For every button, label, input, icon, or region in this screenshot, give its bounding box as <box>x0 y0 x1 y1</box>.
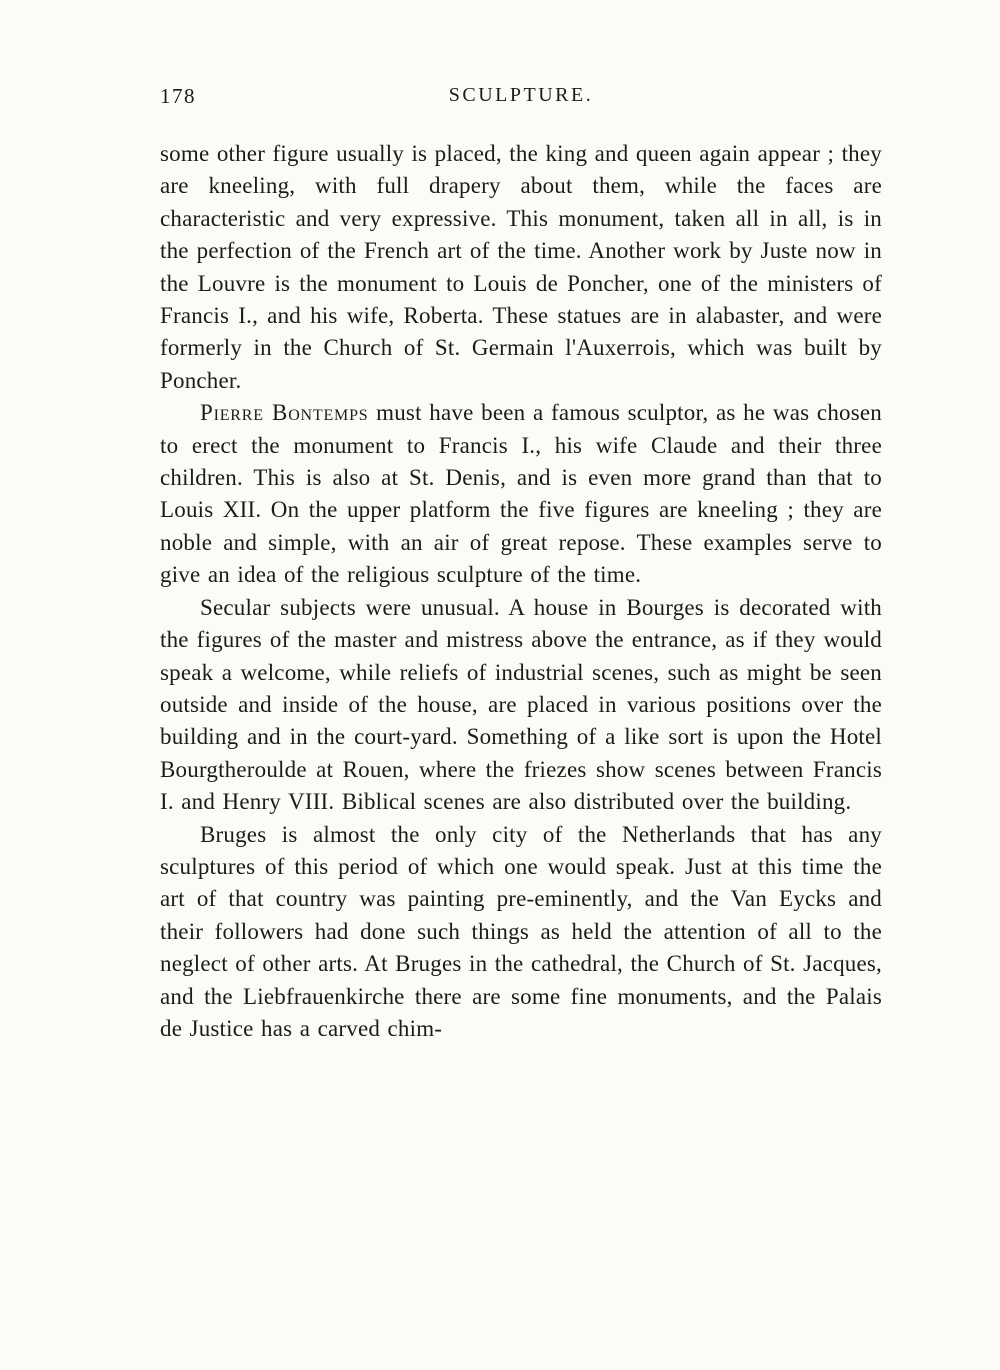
paragraph-text: Secular subjects were unusual. A house in Bourges is decorated with the figures of the master and mistress above the entrance, as if they would speak a welcome, while reliefs of industrial scenes, such as might be seen outside and inside of the house, are placed in various positions over the building and in the court-yard. Something of a like sort is upon the Hotel Bourgtheroulde at Rouen, where the friezes show scenes between Francis I. and Henry VIII. Biblical scenes are also distributed over the building. <box>160 594 882 815</box>
page-number: 178 <box>160 84 196 108</box>
page-header <box>160 84 882 114</box>
paragraph-text: must have been a famous sculptor, as he was chosen to erect the monument to Francis I., his wife Claude and their three children. This is also at St. Denis, and is even more grand than that to Louis XII. On the upper platform the five figures are kneeling ; they are noble and simple, with an air of great repose. These examples serve to give an idea of the religious sculpture of the time. <box>160 400 883 588</box>
paragraph-continuation <box>160 138 882 397</box>
smallcaps-name: Pierre Bontemps <box>200 400 369 426</box>
page-body <box>160 138 882 1045</box>
running-title: SCULPTURE. <box>448 84 594 106</box>
paragraph-text: some other figure usually is placed, the king and queen again appear ; they are kneeling, with full drapery about them, while the faces are characteristic and very expressive. This monument, taken all in all, is in the perfection of the French art of the time. Another work by Juste now in the Louvre is the monument to Louis de Poncher, one of the ministers of Francis I., and his wife, Roberta. These statues are in alabaster, and were formerly in the Church of St. Germain l'Auxerrois, which was built by Poncher. <box>160 141 882 393</box>
paragraph-text: Bruges is almost the only city of the Netherlands that has any sculptures of this period of which one would speak. Just at this time the art of that country was painting pre-eminently, and the Van Eycks and their followers had done such things as held the attention of all to the neglect of other arts. At Bruges in the cathedral, the Church of St. Jacques, and the Liebfrauenkirche there are some fine monuments, and the Palais de Justice has a carved chim- <box>160 821 882 1041</box>
paragraph-pierre-bontemps <box>160 397 882 591</box>
paragraph-secular-subjects <box>160 592 882 819</box>
paragraph-bruges <box>160 819 882 1046</box>
